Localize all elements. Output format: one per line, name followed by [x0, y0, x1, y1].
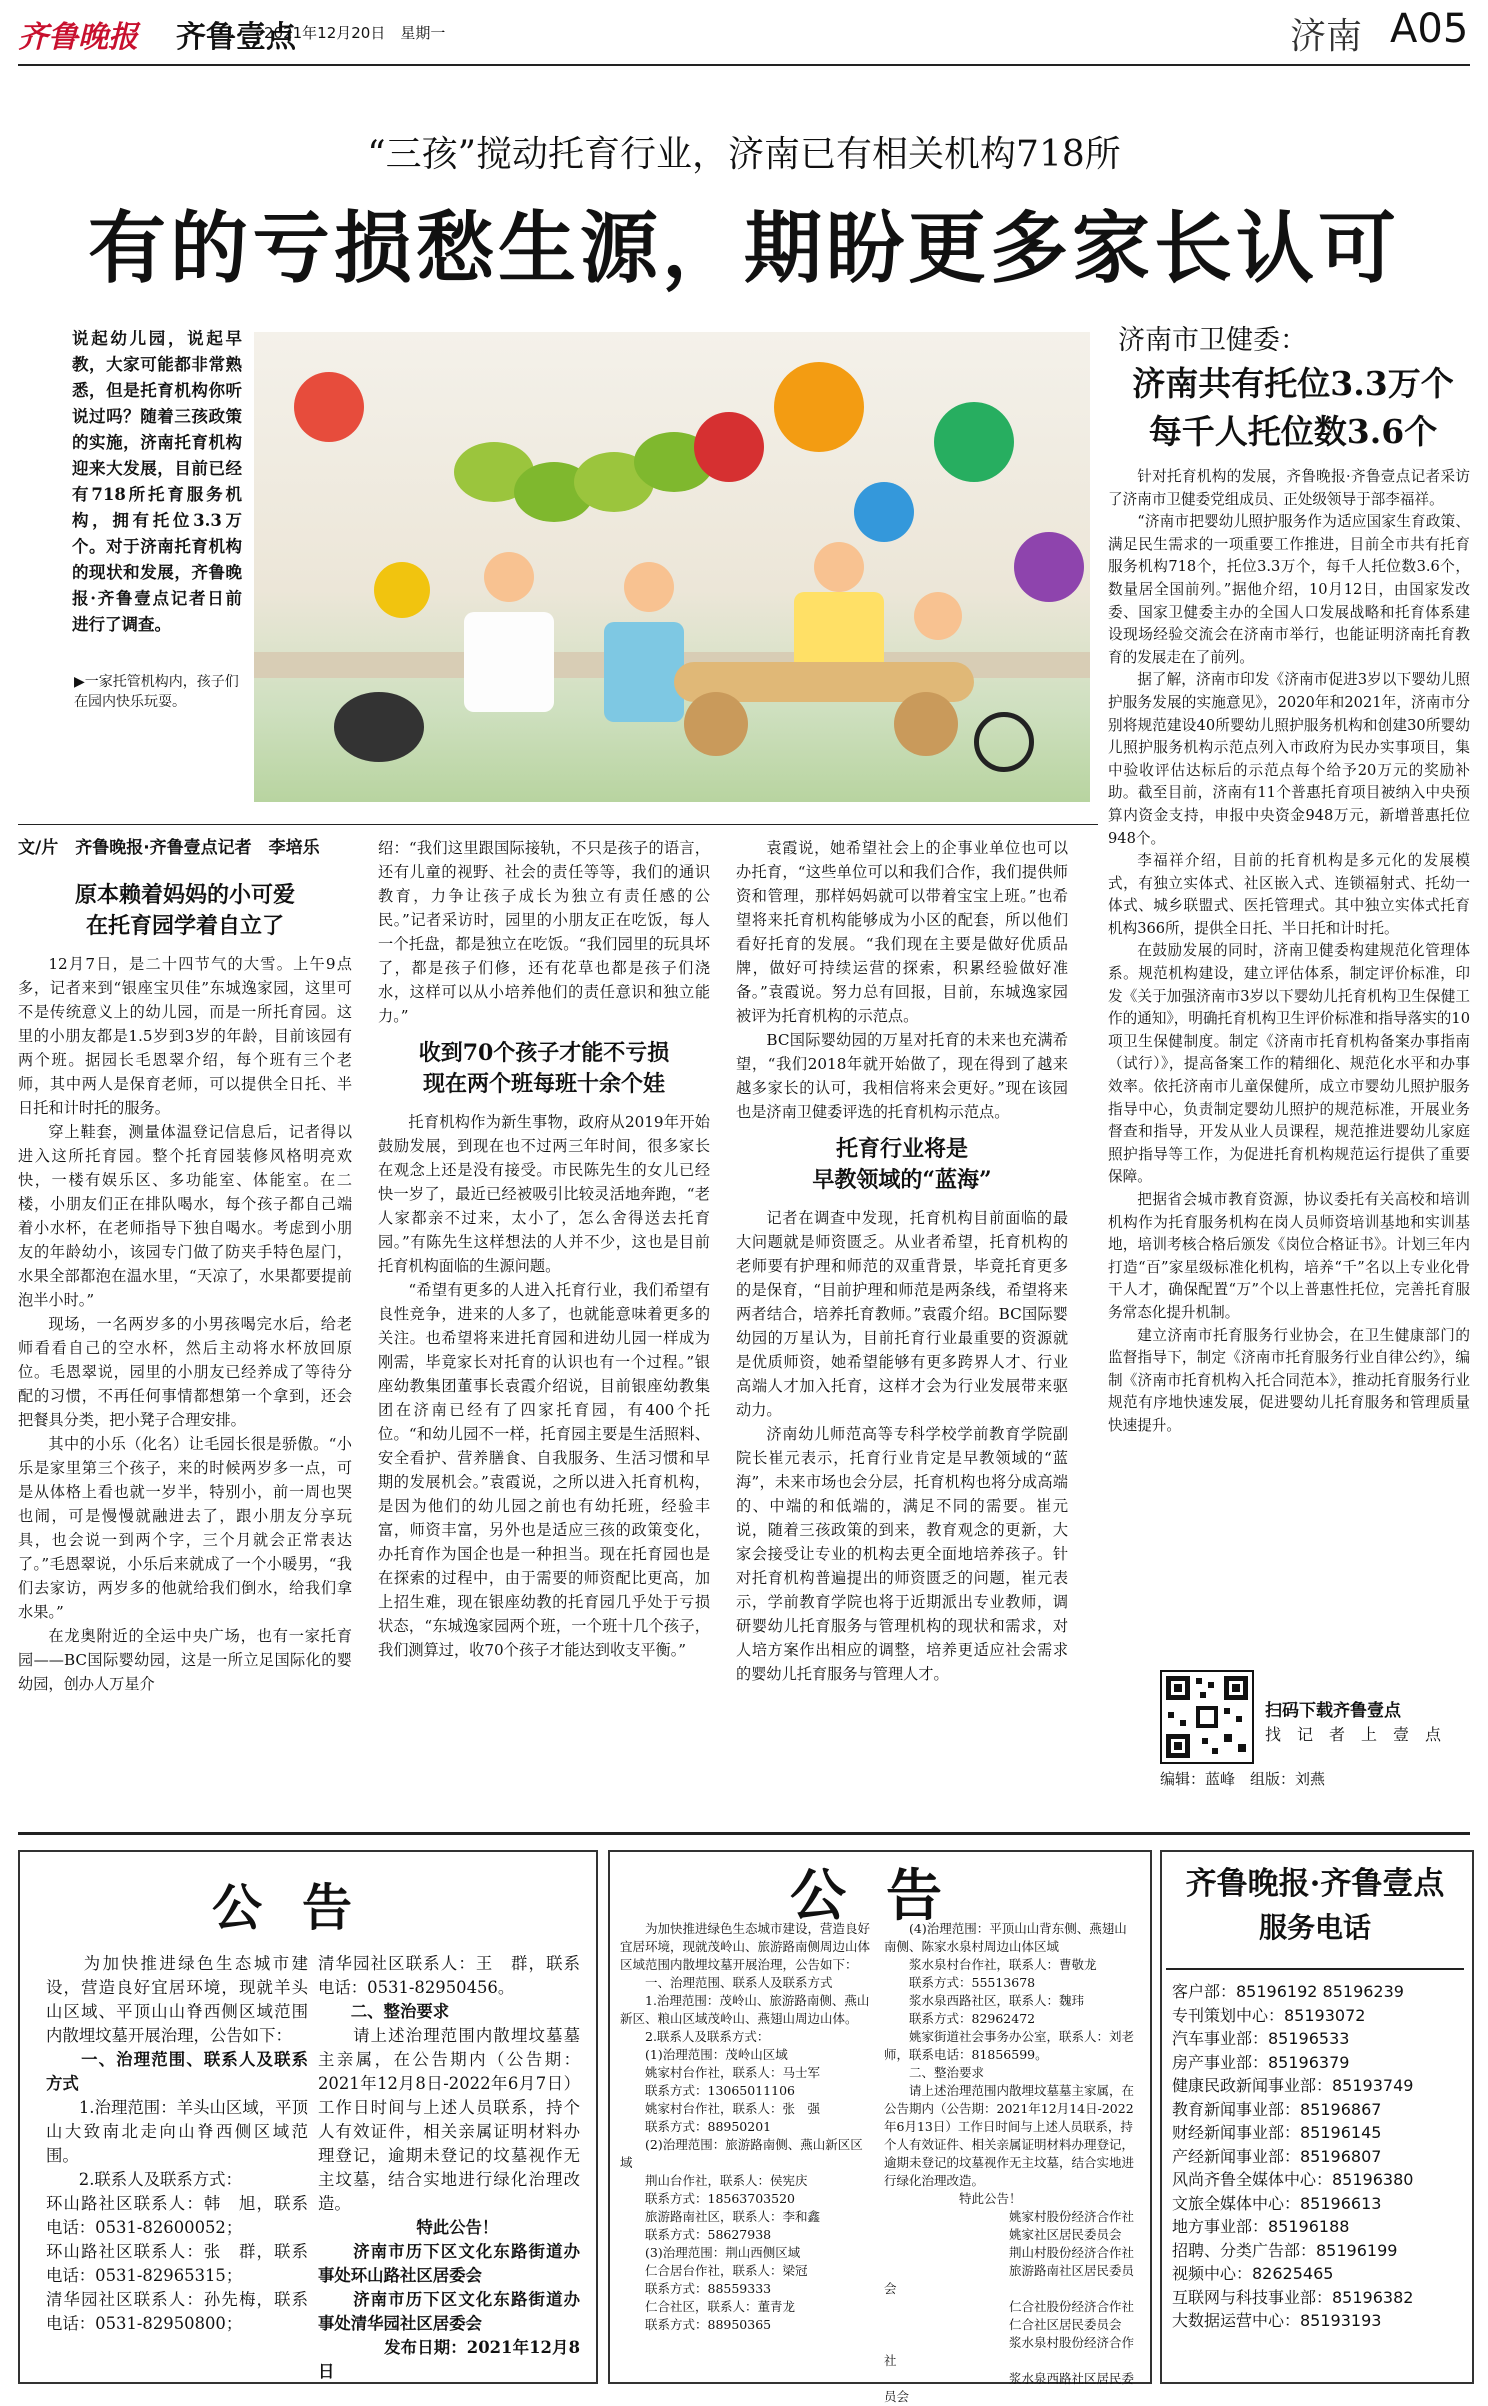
article-paragraph: 在龙奥附近的全运中央广场，也有一家托育园——BC国际婴幼园，这是一所立足国际化的婴幼园，创办人万星介 [18, 1627, 352, 1693]
notice-line: 浆水泉西路社区居民委员会 [884, 2371, 1135, 2404]
article-paragraph: 其中的小乐（化名）让毛园长很是骄傲。“小乐是家里第三个孩子，来的时候两岁多一点，可是从体格上看也就一岁半，特别小，前一周也哭也闹，可是慢慢就融进去了，跟小朋友分享玩具，也会说一到两个字，三个月就会正常表达了。”毛恩翠说，小乐后来就成了一个小暖男，“我们去家访，两岁多的他就给我们倒水，给我们拿水果。” [18, 1435, 352, 1621]
sidebar-paragraph: 把据省会城市教育资源，协议委托有关高校和培训机构作为托育服务机构在岗人员师资培训基地和实训基地，培训考核合格后颁发《岗位合格证书》。计划三年内打造“百”家星级标准化机构，培养“千”名以上专业化骨干人才，确保配置“万”个以上普惠性托位，完善托育服务常态化提升机制。 [1108, 1191, 1470, 1321]
notice-line: (1)治理范围：茂岭山区域 [620, 2047, 788, 2062]
byline: 文/片 齐鲁晚报·齐鲁壹点记者 李培乐 [18, 838, 320, 858]
lead-intro: 说起幼儿园，说起早教，大家可能都非常熟悉，但是托育机构你听说过吗？随着三孩政策的实施，济南托育机构迎来大发展，目前已经有718所托育服务机构，拥有托位3.3万个。对于济南托育机构的现状和发展，齐鲁晚报·齐鲁壹点记者日前进行了调查。 [72, 329, 242, 634]
notice-line: 仁合社区居民委员会 [884, 2317, 1122, 2332]
article-paragraph: 现场，一名两岁多的小男孩喝完水后，给老师看看自己的空水杯，然后主动将水杯放回原位。毛恩翠说，园里的小朋友已经养成了等待分配的习惯，不再任何事情都想第一个拿到，还会把餐具分类，把小凳子合理安排。 [18, 1315, 352, 1429]
service-item: 风尚齐鲁全媒体中心：85196380 [1172, 2170, 1414, 2189]
notice-line: 2.联系人及联系方式： [620, 2029, 770, 2044]
qr-code[interactable] [1160, 1670, 1254, 1764]
notice-line: 荆山村股份经济合作社 [884, 2245, 1135, 2260]
notice-line: 联系方式：18563703520 [620, 2191, 795, 2206]
subhead-3: 托育行业将是 早教领域的“蓝海” [812, 1136, 992, 1193]
service-list [1172, 1980, 1413, 2333]
notice-line: 姚家村股份经济合作社 [884, 2209, 1135, 2224]
notice-line: 一、治理范围、联系人及联系方式 [620, 1975, 833, 1990]
notice-line: 一、治理范围、联系人及联系方式 [46, 2050, 308, 2093]
sidebar-paragraph: 建立济南市托育服务行业协会，在卫生健康部门的监督指导下，制定《济南市托育服务行业自律公约》，编制《济南市托育机构入托合同范本》，推动托育服务行业规范有序地快速发展，促进婴幼儿托育服务和管理质量快速提升。 [1108, 1326, 1470, 1434]
notice-line: (3)治理范围：荆山西侧区域 [620, 2245, 801, 2260]
article-column-1 [18, 880, 352, 1696]
service-subtitle: 服务电话 [1258, 1911, 1371, 1944]
notice-line: (2)治理范围：旅游路南侧、燕山新区区域 [620, 2137, 863, 2170]
notice-line: 1.治理范围：羊头山区域，平顶山大致南北走向山脊西侧区域范围。 [46, 2098, 308, 2165]
notice-line: 荆山台作社，联系人：侯宪庆 [620, 2173, 808, 2188]
section-divider [18, 1832, 1470, 1835]
notice-line: 清华园社区联系人：孙先梅，联系电话：0531-82950800； [46, 2290, 308, 2333]
notice-line: 仁合社股份经济合作社 [884, 2299, 1135, 2314]
sidebar-title: 济南共有托位3.3万个 每千人托位数3.6个 [1132, 364, 1454, 451]
article-paragraph: 袁霞说，她希望社会上的企事业单位也可以办托育，“这些单位可以和我们合作，我们提供师资和管理，那样妈妈就可以带着宝宝上班。”也希望将来托育机构能够成为小区的配套，所以他们看好托育的发展。“我们现在主要是做好优质品牌，做好可持续运营的探索，积累经验做好准备。”袁霞说。努力总有回报，目前，东城逸家园被评为托育机构的示范点。 [736, 839, 1068, 1025]
notice-line: 联系方式：88950365 [620, 2317, 772, 2332]
lead-kicker: “三孩”搅动托育行业，济南已有相关机构718所 [367, 134, 1121, 175]
sidebar-paragraph: 据了解，济南市印发《济南市促进3岁以下婴幼儿照护服务发展的实施意见》，2020年和2021年，济南市分别将规范建设40所婴幼儿照护服务机构和创建30所婴幼儿照护服务机构示范点列入市政府为民办实事项目，集中验收评估达标后的示范点每个给予20万元的奖励补助。截至目前，济南有11个普惠托育项目被纳入中央预算内资金支持，申报中央资金948万元，新增普惠托位948个。 [1108, 671, 1470, 847]
notice-line: 联系方式：58627938 [620, 2227, 772, 2242]
article-paragraph: 托育机构作为新生事物，政府从2019年开始鼓励发展，到现在也不过两三年时间，很多家长在观念上还是没有接受。市民陈先生的女儿已经快一岁了，最近已经被吸引比较灵活地奔跑，“老人家都亲不过来，太小了，怎么舍得送去托育园。”有陈先生这样想法的人并不少，这也是目前托育机构面临的生源问题。 [378, 1113, 710, 1275]
notice-line: 旅游路南社区，联系人：李和鑫 [620, 2209, 821, 2224]
notice-line: 2.联系人及联系方式： [46, 2170, 242, 2189]
notice-line: 姚家社区居民委员会 [884, 2227, 1122, 2242]
byline-rule-top [18, 824, 1098, 825]
notice-1-column-1 [46, 1952, 308, 2336]
notice-2-title: 公告 [790, 1863, 982, 1929]
notice-line: 为加快推进绿色生态城市建设，营造良好宜居环境，现就羊头山区域、平顶山山脊西侧区域范围内散埋坟墓开展治理，公告如下： [46, 1954, 308, 2045]
sidebar-paragraph: 针对托育机构的发展，齐鲁晚报·齐鲁壹点记者采访了济南市卫健委党组成员、正处级领导于部李福祥。 [1108, 468, 1470, 508]
service-item: 专刊策划中心：85193072 [1172, 2005, 1366, 2025]
service-item: 地方事业部：85196188 [1172, 2217, 1350, 2236]
article-paragraph: 济南幼儿师范高等专科学校学前教育学院副院长崔元表示，托育行业肯定是早教领域的“蓝海”，未来市场也会分层，托育机构也将分成高端的、中端的和低端的，满足不同的需要。崔元说，随着三孩政策的到来，教育观念的更新，大家会接受让专业的机构去更全面地培养孩子。针对托育机构普遍提出的师资匮乏的问题，崔元表示，学前教育学院也将于近期派出专业教师，调研婴幼儿托育服务与管理机构的现状和需求，对人培方案作出相应的调整，培养更适应社会需求的婴幼儿托育服务与管理人才。 [736, 1425, 1068, 1683]
qr-sub: 找 记 者 上 壹 点 [1265, 1725, 1442, 1744]
notice-line: 仁合居台作社，联系人：梁冠 [620, 2263, 808, 2278]
masthead-rule [18, 64, 1470, 66]
lead-photo [254, 332, 1090, 802]
notice-line: 1.治理范围：茂岭山、旅游路南侧、燕山新区、粮山区域茂岭山、燕翅山周边山体。 [620, 1993, 870, 2026]
service-rule [1166, 1968, 1464, 1970]
notice-line: 二、整治要求 [884, 2065, 985, 2080]
notice-line: 联系方式：88559333 [620, 2281, 772, 2296]
notice-line: 特此公告！ [318, 2218, 499, 2237]
service-item: 客户部：85196192 85196239 [1172, 1982, 1404, 2001]
notice-1-column-2 [318, 1952, 580, 2384]
notice-line: 环山路社区联系人：张 群，联系电话：0531-82965315； [46, 2242, 308, 2285]
edition-name: 齐鲁壹点 [176, 20, 296, 55]
service-item: 招聘、分类广告部：85196199 [1172, 2240, 1398, 2260]
notice-line: 姚家街道社会事务办公室，联系人：刘老师，联系电话：81856599。 [884, 2029, 1135, 2062]
article-paragraph: 穿上鞋套，测量体温登记信息后，记者得以进入这所托育园。整个托育园装修风格明亮欢快，一楼有娱乐区、多功能室、体能室。在二楼，小朋友们正在排队喝水，每个孩子都自己端着小水杯，在老师指导下独自喝水。考虑到小朋友的年龄幼小，该园专门做了防夹手特色屋门，水果全部都泡在温水里，“天凉了，水果都要提前泡半小时。” [18, 1123, 352, 1309]
subhead-1: 原本赖着妈妈的小可爱 在托育园学着自立了 [74, 882, 295, 939]
article-paragraph: 12月7日，是二十四节气的大雪。上午9点多，记者来到“银座宝贝佳”东城逸家园，这里可不是传统意义上的幼儿园，而是一所托育园。这里的小朋友都是1.5岁到3岁的年龄，目前该园有两个班。据园长毛恩翠介绍，每个班有三个老师，其中两人是保育老师，可以提供全日托、半日托和计时托的服务。 [18, 955, 352, 1117]
sidebar-paragraph: 在鼓励发展的同时，济南卫健委构建规范化管理体系。规范机构建设，建立评估体系，制定评价标准，印发《关于加强济南市3岁以下婴幼儿托育机构卫生保健工作的通知》，明确托育机构卫生评价标准和指导落实的10项卫生保健制度。制定《济南市托育机构备案办事指南（试行）》，提高备案工作的精细化、规范化水平和办事效率。依托济南市儿童保健所，成立市婴幼儿照护服务指导中心，负责制定婴幼儿照护的规范标准，开展业务督查和指导，开发从业人员课程，规范推进婴幼儿家庭照护指导等工作，为促进托育机构规范运行提供了重要保障。 [1108, 942, 1470, 1186]
sidebar-paragraph: 李福祥介绍，目前的托育机构是多元化的发展模式，有独立实体式、社区嵌入式、连锁福射式、托幼一体式、城乡联盟式、医托管理式。其中独立实体式托育机构366所，提供全日托、半日托和计时托。 [1108, 852, 1470, 937]
sidebar-kicker: 济南市卫健委： [1118, 325, 1307, 356]
notice-line: 二、整治要求 [318, 2002, 450, 2021]
notice-line: 联系方式：55513678 [884, 1975, 1036, 1990]
service-title: 齐鲁晚报·齐鲁壹点 [1185, 1866, 1445, 1902]
notice-1-title: 公告 [212, 1878, 392, 1937]
service-item: 教育新闻事业部：85196867 [1172, 2099, 1382, 2119]
service-item: 汽车事业部：85196533 [1172, 2029, 1350, 2048]
paper-name: 齐鲁晚报 [18, 20, 138, 55]
qr-label: 扫码下载齐鲁壹点 [1265, 1701, 1401, 1721]
notice-line: (4)治理范围：平顶山山背东侧、燕翅山南侧、陈家水泉村周边山体区域 [884, 1921, 1127, 1954]
notice-line: 联系方式：88950201 [620, 2119, 772, 2134]
editors-credit: 编辑：蓝峰 组版：刘燕 [1160, 1770, 1326, 1788]
section-name: 济南 [1290, 16, 1363, 57]
sidebar-paragraph: “济南市把婴幼儿照护服务作为适应国家生育政策、满足民生需求的一项重要工作推进，目前全市共有托育服务机构718个，托位3.3万个，每千人托位数3.6个，数量居全国前列。”据他介绍，10月12日，由国家发改委、国家卫健委主办的全国人口发展战略和托育体系建设现场经验交流会在济南市举行，也能证明济南托育教育的发展走在了前列。 [1108, 513, 1470, 666]
notice-2-column-2 [884, 1920, 1138, 2406]
notice-line: 浆水泉村股份经济合作社 [884, 2335, 1135, 2368]
service-item: 互联网与科技事业部：85196382 [1172, 2287, 1414, 2307]
notice-line: 特此公告！ [884, 2191, 1022, 2206]
page-number: A05 [1390, 6, 1469, 52]
notice-line: 请上述治理范围内散埋坟墓墓主亲属，在公告期内（公告期：2021年12月8日-2022年6月7日）工作日时间与上述人员联系，持个人有效证件，相关亲属证明材料办理登记，逾期未登记的坟墓视作无主坟墓，结合实地进行绿化治理改造。 [318, 2026, 580, 2213]
notice-line: 发布日期：2021年12月8日 [318, 2338, 580, 2381]
notice-line: 济南市历下区文化东路街道办事处环山路社区居委会 [318, 2242, 580, 2285]
notice-line: 联系方式：82962472 [884, 2011, 1036, 2026]
article-column-2 [378, 836, 710, 1662]
subhead-2: 收到70个孩子才能不亏损 现在两个班每班十余个娃 [418, 1040, 670, 1097]
article-paragraph: 绍：“我们这里跟国际接轨，不只是孩子的语言，还有儿童的视野、社会的责任等等，我们的通识教育，力争让孩子成长为独立有责任感的公民。”记者采访时，园里的小朋友正在吃饭，每人一个托盘，都是独立在吃饭。“我们园里的玩具坏了，都是孩子们修，还有花草也都是孩子们浇水，这样可以从小培养他们的责任意识和独立能力。” [378, 839, 710, 1025]
notice-line: 环山路社区联系人：韩 旭，联系电话：0531-82600052； [46, 2194, 308, 2237]
article-paragraph: 记者在调查中发现，托育机构目前面临的最大问题就是师资匮乏。从业者希望，托育机构的老师要有护理和师范的双重背景，毕竟托育更多的是保育，“目前护理和师范是两条线，希望将来两者结合，培养托育教师。”袁霞介绍。BC国际婴幼园的万星认为，目前托育行业最重要的资源就是优质师资，她希望能够有更多跨界人才、行业高端人才加入托育，这样才会为行业发展带来驱动力。 [736, 1209, 1068, 1419]
notice-line: 仁合社区，联系人：董青龙 [620, 2299, 796, 2314]
notice-line: 请上述治理范围内散埋坟墓墓主家属，在公告期内（公告期：2021年12月14日-2022年6月13日）工作日时间与上述人员联系，持个人有效证件、相关亲属证明材料办理登记，逾期未登记的坟墓视作无主坟墓，结合实地进行绿化治理改造。 [884, 2083, 1135, 2188]
notice-line: 浆水泉西路社区，联系人：魏玮 [884, 1993, 1085, 2008]
notice-line: 为加快推进绿色生态城市建设，营造良好宜居环境，现就茂岭山、旅游路南侧周边山体区域范围内散埋坟墓开展治理，公告如下： [620, 1921, 871, 1972]
notice-line: 姚家村台作社，联系人：马士军 [620, 2065, 821, 2080]
notice-line: 清华园社区联系人：王 群，联系电话：0531-82950456。 [318, 1954, 580, 1997]
service-item: 大数据运营中心：85193193 [1172, 2311, 1382, 2330]
lead-headline: 有的亏损愁生源，期盼更多家长认可 [87, 203, 1400, 294]
notice-2-column-1 [620, 1920, 874, 2334]
service-item: 健康民政新闻事业部：85193749 [1172, 2076, 1414, 2095]
notice-line: 浆水泉村台作社，联系人：曹敬龙 [884, 1957, 1097, 1972]
masthead [0, 0, 1488, 64]
service-item: 文旅全媒体中心：85196613 [1172, 2193, 1382, 2213]
photo-caption: ▶一家托管机构内，孩子们在园内快乐玩耍。 [74, 674, 239, 710]
article-column-3 [736, 836, 1068, 1686]
sidebar-body [1108, 466, 1470, 1438]
notice-line: 联系方式：13065011106 [620, 2083, 795, 2098]
service-item: 房产事业部：85196379 [1172, 2052, 1350, 2072]
service-item: 产经新闻事业部：85196807 [1172, 2146, 1382, 2166]
issue-date: 2021年12月20日 星期一 [264, 24, 446, 42]
article-paragraph: BC国际婴幼园的万星对托育的未来也充满希望，“我们2018年就开始做了，现在得到了越来越多家长的认可，我相信将来会更好。”现在该园也是济南卫健委评选的托育机构示范点。 [736, 1031, 1068, 1121]
service-item: 财经新闻事业部：85196145 [1172, 2123, 1382, 2142]
article-paragraph: “希望有更多的人进入托育行业，我们希望有良性竞争，进来的人多了，也就能意味着更多的关注。也希望将来进托育园和进幼儿园一样成为刚需，毕竟家长对托育的认识也有一个过程。”银座幼教集团董事长袁霞介绍说，目前银座幼教集团在济南已经有了四家托育园，有400个托位。“和幼儿园不一样，托育园主要是生活照料、安全看护、营养膳食、自我服务、生活习惯和早期的发展机会。”袁霞说，之所以进入托育机构，是因为他们的幼儿园之前也有幼托班，经验丰富，师资丰富，另外也是适应三孩的政策变化，办托育作为国企也是一种担当。现在托育园也是在探索的过程中，由于需要的师资配比更高，加上招生难，现在银座幼教的托育园几乎处于亏损状态，“东城逸家园两个班，一个班十几个孩子，我们测算过，收70个孩子才能达到收支平衡。” [378, 1281, 710, 1659]
notice-line: 旅游路南社区居民委员会 [884, 2263, 1135, 2296]
notice-line: 济南市历下区文化东路街道办事处清华园社区居委会 [318, 2290, 580, 2333]
service-item: 视频中心：82625465 [1172, 2264, 1334, 2283]
notice-line: 姚家村台作社，联系人：张 强 [620, 2101, 821, 2116]
